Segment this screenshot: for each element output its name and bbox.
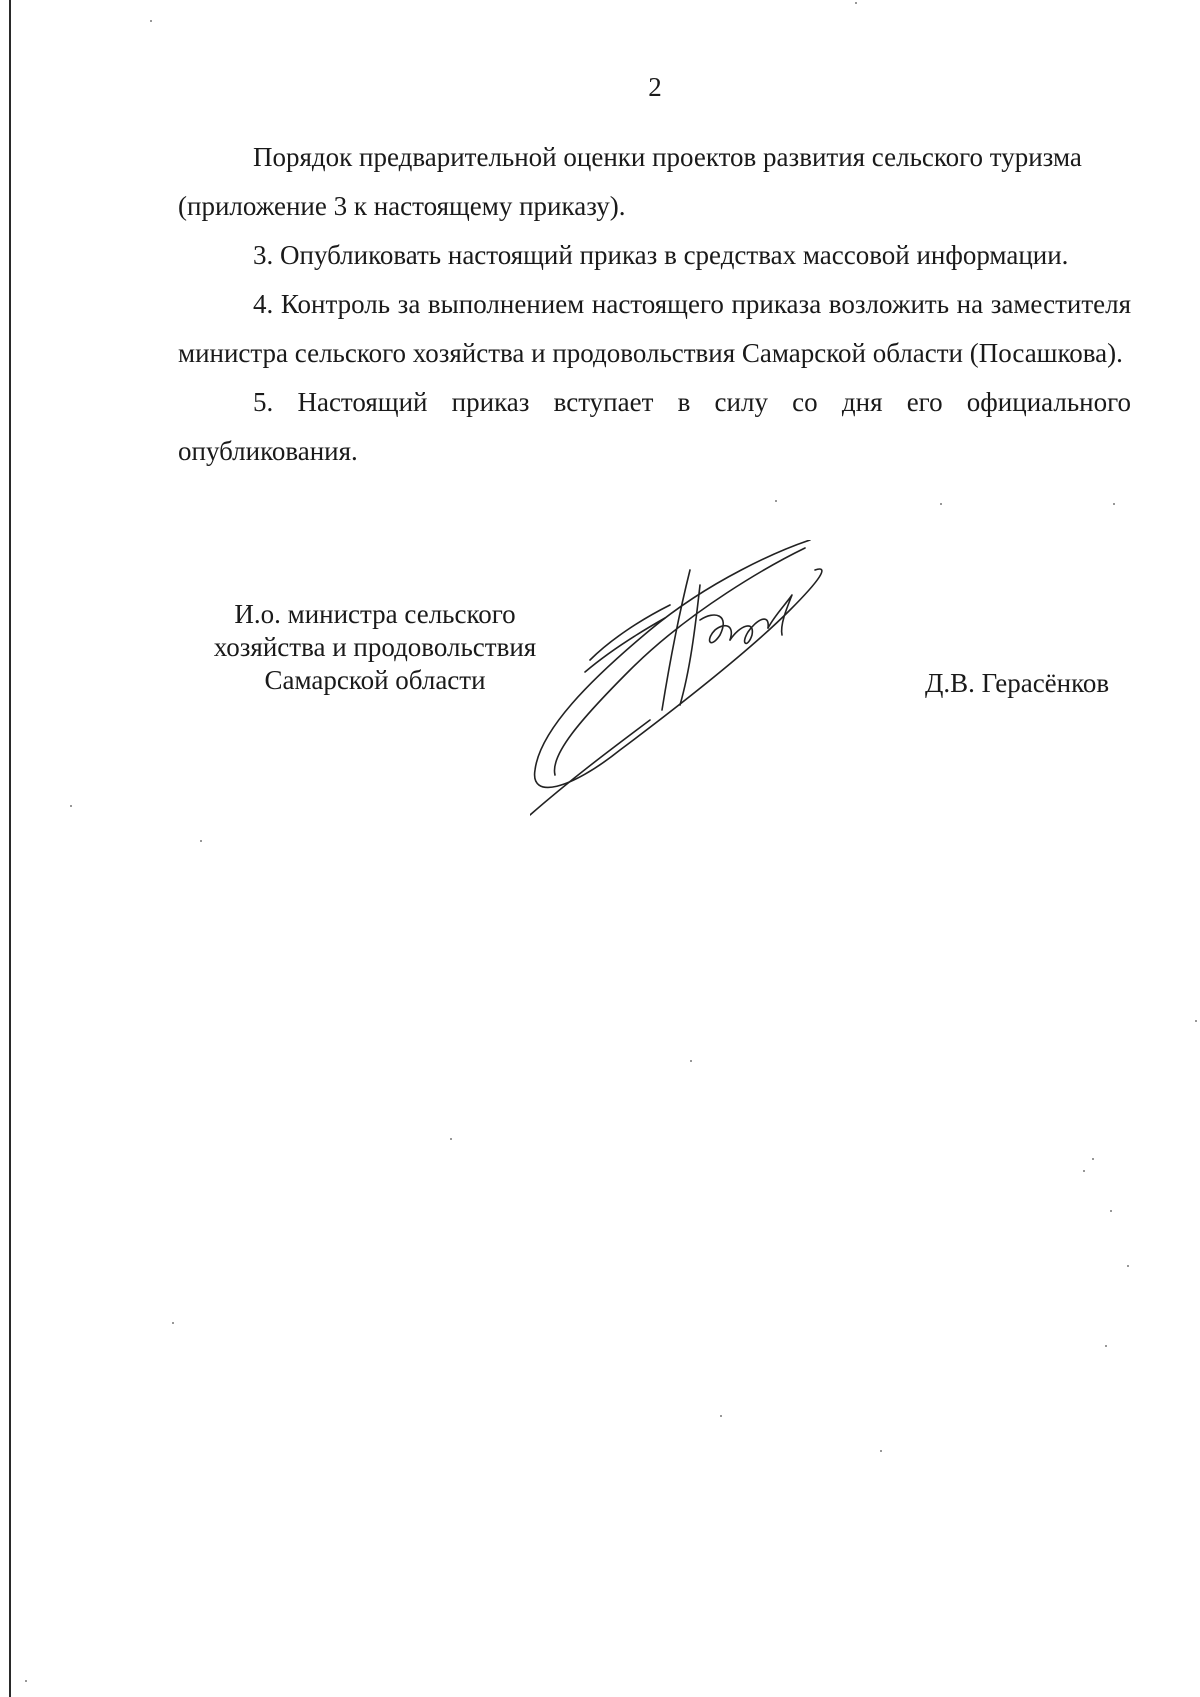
page-number: 2 <box>648 72 662 102</box>
document-body <box>178 133 1131 476</box>
signatory-title-line: Самарской области <box>264 665 486 695</box>
signatory-title <box>190 598 560 697</box>
signatory-title-line: хозяйства и продовольствия <box>213 632 537 662</box>
paragraph-2-appendix-ref: (приложение 3 к настоящему приказу). <box>178 191 626 221</box>
paragraph-5-effect: 5. Настоящий приказ вступает в силу со дня его официального опубликования. <box>178 387 1131 466</box>
signatory-title-line: И.о. министра сельского <box>234 599 516 629</box>
paragraph-3-publish: 3. Опубликовать настоящий приказ в средствах массовой информации. <box>253 240 1069 270</box>
handwritten-signature <box>530 540 890 850</box>
scan-edge-line <box>9 0 11 1697</box>
paragraph-2-title: Порядок предварительной оценки проектов развития сельского туризма <box>253 142 1082 172</box>
signatory-name: Д.В. Герасёнков <box>925 668 1110 698</box>
paragraph-4-control: 4. Контроль за выполнением настоящего приказа возложить на заместителя министра сельского хозяйства и продовольствия Самарской области (Посашкова). <box>178 289 1131 368</box>
